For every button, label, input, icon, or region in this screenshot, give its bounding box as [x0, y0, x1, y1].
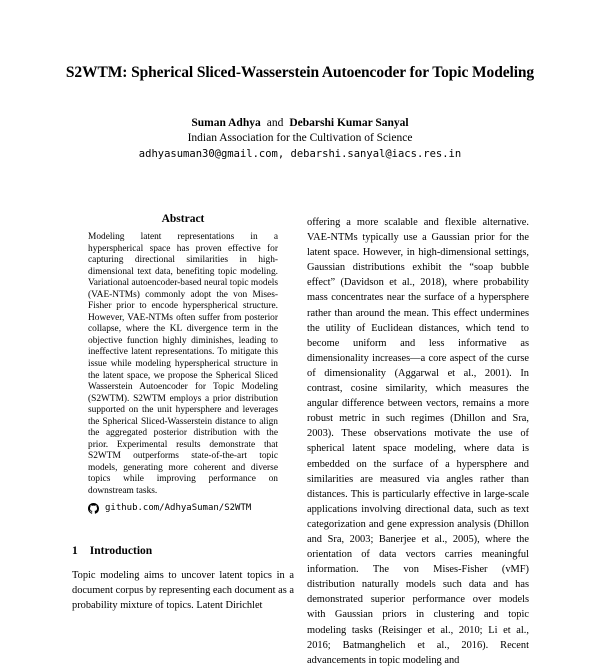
introduction-text: Topic modeling aims to uncover latent topics in a document corpus by representing each document as a probability mixture of topics. Latent Dirichlet	[72, 570, 294, 612]
author-conjunction: and	[266, 117, 284, 129]
section-title: Introduction	[89, 545, 153, 557]
author-line	[0, 117, 600, 129]
section-heading	[72, 545, 152, 557]
code-url[interactable]: github.com/AdhyaSuman/S2WTM	[105, 503, 252, 514]
section-number: 1	[72, 545, 78, 557]
affiliation: Indian Association for the Cultivation of Science	[187, 132, 413, 144]
abstract-section	[88, 213, 278, 514]
abstract-text: Modeling latent representations in a hyperspherical space has proven effective for capturing directional similarities in high-dimensional text data, benefiting topic modeling. Variational autoencoder-based neural topic models (VAE-NTMs) commonly adopt the von Mises-Fisher prior to encode hyperspherical structure. However, VAE-NTMs often suffer from posterior collapse, where the KL divergence term in the objective function highly diminishes, leading to ineffective latent representations. To mitigate this issue while modeling hyperspherical structure in the latent space, we propose the Spherical Sliced Wasserstein Autoencoder for Topic Modeling (S2WTM). S2WTM employs a prior distribution supported on the unit hypersphere and leverages the Spherical Sliced-Wasserstein distance to align the aggregated posterior distribution with the prior. Experimental results demonstrate that S2WTM outperforms state-of-the-art topic models, generating more coherent and diverse topics while improving performance on downstream tasks.	[88, 232, 278, 497]
right-column-text: offering a more scalable and flexible alternative. VAE-NTMs typically use a Gaussian prior for the latent space. However, in high-dimensional settings, Gaussian distributions exhibit the “soap bubble effect” (Davidson et al., 2018), where probability mass concentrates near the surface of a hypersphere rather than around the mean. This effect undermines the utility of Euclidean distances, which tend to become uniform and less informative as dimensionality increases—a core aspect of the curse of dimensionality (Aggarwal et al., 2001). In contrast, cosine similarity, which measures the angular difference between vectors, remains a more robust metric in such regimes (Dhillon and Sra, 2003). These observations motivate the use of spherical latent space modeling, where data is embedded on the surface of a hypersphere and similarities are measured via angles rather than distances. This is particularly effective in large-scale applications involving directional data, such as text categorization and gene expression analysis (Dhillon and Sra, 2003; Banerjee et al., 2005), where the orientation of data vectors carries meaningful information. The von Mises-Fisher (vMF) distribution naturally models such data and has demonstrated superior performance over models with Gaussian priors in clustering and topic modeling tasks (Reisinger et al., 2010; Li et al., 2016; Batmanghelich et al., 2016). Recent advancements in topic modeling and	[307, 217, 529, 666]
author-emails: adhyasuman30@gmail.com, debarshi.sanyal@iacs.res.in	[138, 148, 462, 160]
author-name: Debarshi Kumar Sanyal	[289, 117, 409, 129]
code-link[interactable]	[88, 503, 278, 514]
abstract-heading: Abstract	[161, 213, 205, 225]
github-icon	[88, 503, 99, 514]
author-name: Suman Adhya	[191, 117, 261, 129]
paper-title: S2WTM: Spherical Sliced-Wasserstein Autoencoder for Topic Modeling	[65, 64, 535, 81]
